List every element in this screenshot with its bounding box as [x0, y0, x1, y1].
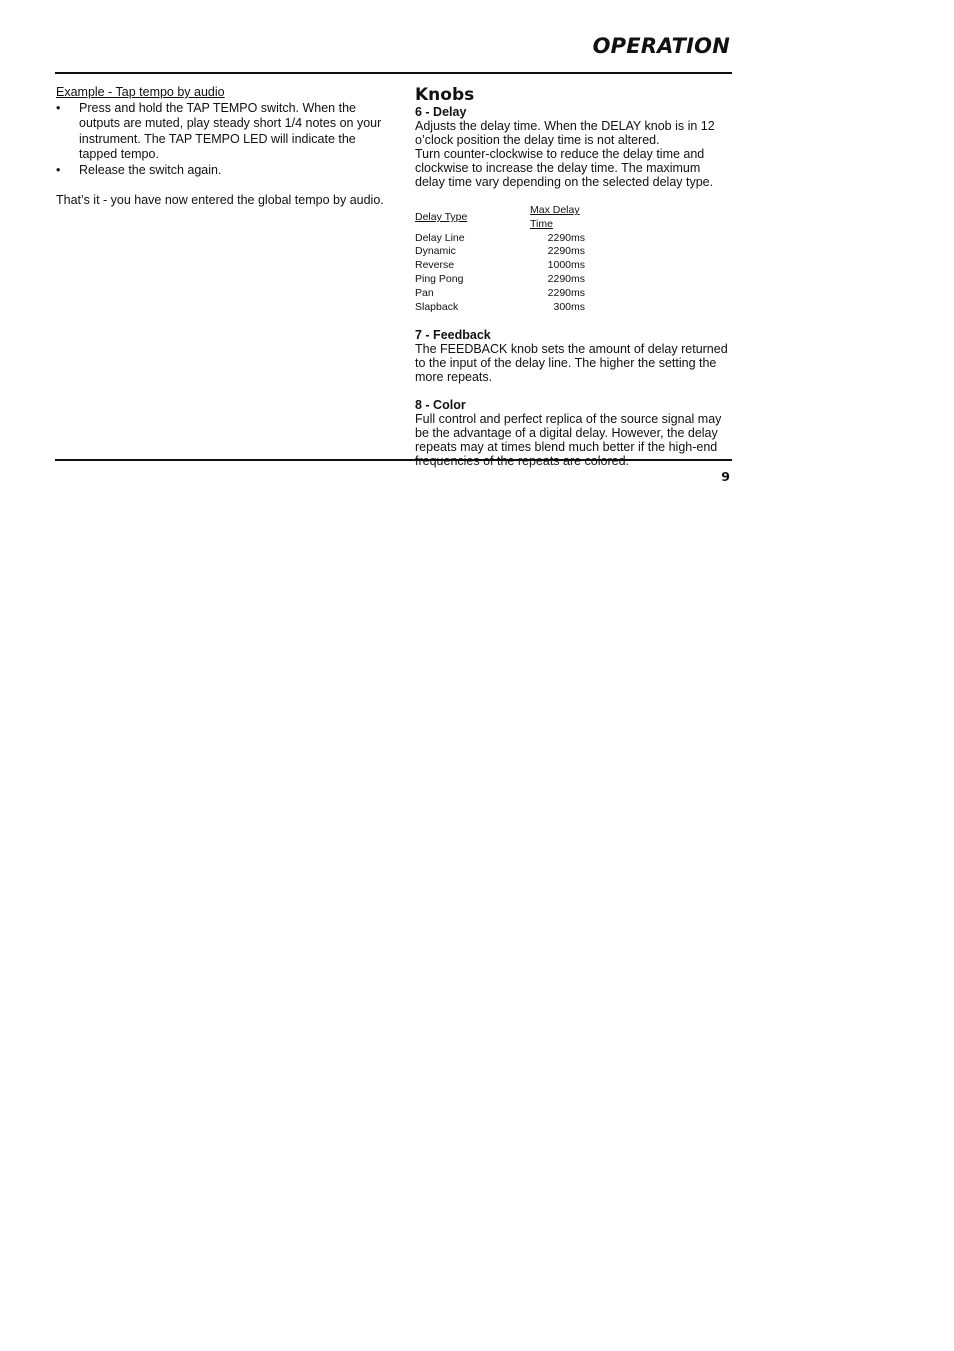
- delay-type-cell: Reverse: [415, 259, 455, 272]
- delay-type-cell: Pan: [415, 286, 434, 299]
- max-time-cell: 2290ms: [547, 231, 585, 244]
- delay-type-cell: Slapback: [415, 300, 459, 313]
- delay-description-2: Turn counter-clockwise to reduce the delay time and clockwise to increase the delay time. The maximum delay time vary depending on the selected delay type.: [415, 147, 714, 189]
- spacer: [415, 384, 733, 398]
- example-title: Example - Tap tempo by audio: [56, 85, 225, 99]
- page-number: 9: [721, 469, 730, 484]
- delay-subheading: 6 - Delay: [415, 105, 467, 119]
- delay-description: Adjusts the delay time. When the DELAY knob is in 12 o’clock position the delay time is not altered.: [415, 119, 715, 147]
- right-column: [415, 85, 733, 468]
- delay-type-cell: Delay Line: [415, 231, 465, 244]
- table-row: [415, 259, 585, 273]
- closing-paragraph: That’s it - you have now entered the global tempo by audio.: [56, 193, 384, 207]
- section-title: OPERATION: [592, 34, 730, 58]
- spacer: [415, 314, 733, 328]
- max-time-cell: 2290ms: [547, 286, 585, 299]
- bullet-marker: •: [56, 162, 61, 177]
- left-column: [56, 85, 386, 209]
- max-time-cell: 300ms: [553, 300, 585, 313]
- table-row: [415, 287, 585, 301]
- bullet-item: [56, 163, 386, 179]
- table-row: [415, 273, 585, 287]
- bottom-divider: [55, 459, 732, 461]
- table-row: [415, 301, 585, 315]
- max-time-cell: 1000ms: [547, 259, 585, 272]
- column-header-delay-type: Delay Type: [415, 210, 468, 223]
- bullet-list: [56, 101, 386, 179]
- bullet-text: Release the switch again.: [79, 162, 222, 177]
- feedback-description: The FEEDBACK knob sets the amount of delay returned to the input of the delay line. The higher the setting the more repeats.: [415, 342, 728, 385]
- color-subheading: 8 - Color: [415, 398, 466, 413]
- max-time-cell: 2290ms: [547, 272, 585, 285]
- max-time-cell: 2290ms: [547, 245, 585, 258]
- feedback-subheading: 7 - Feedback: [415, 328, 491, 343]
- table-row: [415, 232, 585, 246]
- delay-time-table: [415, 204, 585, 314]
- table-row: [415, 245, 585, 259]
- delay-type-cell: Dynamic: [415, 245, 456, 258]
- delay-type-cell: Ping Pong: [415, 272, 464, 285]
- color-description: Full control and perfect replica of the source signal may be the advantage of a digital delay. However, the delay repeats may at times blend much better if the high-end frequencies of the repeats are colored.: [415, 412, 722, 469]
- bullet-text: Press and hold the TAP TEMPO switch. When the outputs are muted, play steady short 1/4 notes on your instrument. The TAP TEMPO LED will indicate the tapped tempo.: [79, 100, 382, 161]
- bullet-item: [56, 101, 386, 163]
- table-header-row: [415, 204, 585, 232]
- column-header-max-delay-time: Max Delay Time: [530, 204, 580, 230]
- bullet-marker: •: [56, 100, 61, 115]
- knobs-heading: Knobs: [415, 85, 475, 105]
- top-divider: [55, 72, 732, 74]
